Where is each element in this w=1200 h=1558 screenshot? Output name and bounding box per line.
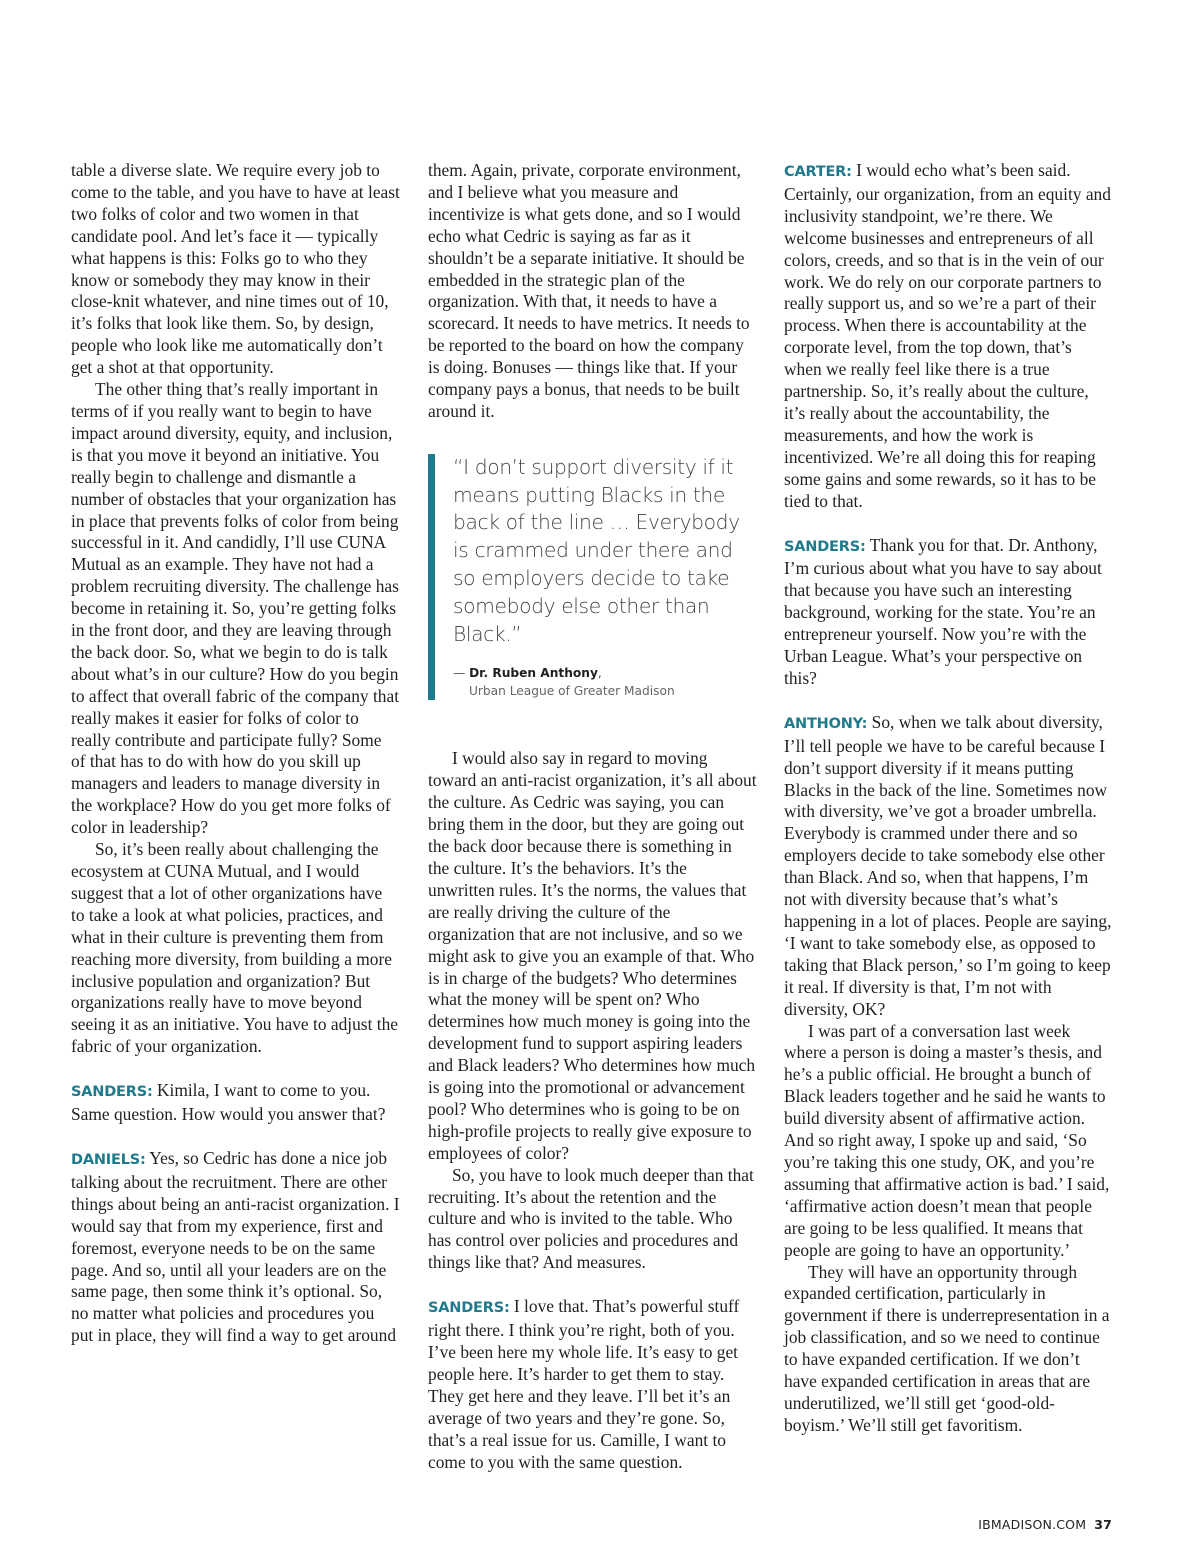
attribution-dash: — [453,666,466,681]
paragraph: So, it’s been really about challenging the ecosystem at CUNA Mutual, and I would suggest that a lot of other organizations have to take a look at what policies, practices, and what in their culture is preventing them from reaching more diversity, from building a more inclusive population and organization? But organizations really have to move beyond seeing it as an initiative. You have to adjust the fabric of your organization. [71,839,398,1057]
pull-quote-text: “I don’t support diversity if it means putting Blacks in the back of the line … Everybody is crammed under there and so employers decide to take somebody else other than Black.” [453,454,740,646]
speaker-paragraph [71,1080,400,1126]
speaker-name: SANDERS: [784,538,866,555]
speaker-text: Kimila, I want to come to you. Same question. How would you answer that? [71,1080,386,1125]
page-footer [978,1517,1112,1532]
speaker-paragraph [784,535,1113,690]
paragraph: They will have an opportunity through expanded certification, particularly in government if there is underrepresentation in a job classification, and so we need to continue to have expanded certification. If we don’t have expanded certification in areas that are underutilized, we’ll still get ‘good-old-boyism.’ We’ll still get favoritism. [784,1261,1110,1435]
speaker-paragraph [428,1296,757,1473]
paragraph: I would also say in regard to moving toward an anti-racist organization, it’s all about the culture. As Cedric was saying, you can bring them in the door, but they are going out the back door because there is something in the culture. It’s the behaviors. It’s the unwritten rules. It’s the norms, the values that are really driving the culture of the organization that are not inclusive, and so we might ask to give you an example of that. Who is in charge of the budgets? Who determines what the money will be spent on? Who determines how much money is going into the development fund to support aspiring leaders and Black leaders? Who determines how much is going into the promotional or advancement pool? Who determines who is going to be on high-profile projects to really give exposure to employees of color? [428,748,757,1163]
speaker-name: ANTHONY: [784,715,868,732]
speaker-name: CARTER: [784,164,852,180]
pull-quote [428,454,757,701]
paragraph: So, you have to look much deeper than that recruiting. It’s about the retention and the culture and who is invited to the table. Who has control over policies and procedures and things like that? And measures. [428,1164,754,1273]
attribution-name: Dr. Ruben Anthony [469,666,598,681]
page-number: 37 [1094,1517,1112,1532]
speaker-text: I would echo what’s been said. Certainly, our organization, from an equity and inclusivity standpoint, we’re there. We welcome businesses and entrepreneurs of all colors, creeds, and so that is in the vein of our work. We do rely on our corporate partners to really support us, and so we’re a part of their process. When there is accountability at the corporate level, from the top down, that’s when we really feel like there is a true partnership. So, it’s really about the culture, it’s really about the accountability, the measurements, and how the work is incentivized. We’re all doing this for reaping some gains and some rewards, so it has to be tied to that. [784,160,1111,511]
paragraph: them. Again, private, corporate environment, and I believe what you measure and incentivize is what gets done, and so I would echo what Cedric is saying as far as it shouldn’t be a separate initiative. It should be embedded in the strategic plan of the organization. With that, it needs to have a scorecard. It needs to have metrics. It needs to be reported to the board on how the company is doing. Bonuses — things like that. If your company pays a bonus, that needs to be built around it. [428,160,750,421]
attribution-comma: , [597,666,602,681]
attribution-organization: Urban League of Greater Madison [469,684,675,699]
pull-quote-attribution [453,664,757,700]
text-column-1 [71,160,400,1347]
speaker-text: Yes, so Cedric has done a nice job talking about the recruitment. There are other things about being an anti-racist organization. I would say that from my experience, first and foremost, everyone needs to be on the same page. And so, until all your leaders are on the same page, then some think it’s optional. So, no matter what policies and procedures you put in place, they will find a way to get around [71,1147,400,1346]
speaker-name: SANDERS: [71,1084,153,1101]
paragraph: I was part of a conversation last week where a person is doing a master’s thesis, and he’s a public official. He brought a bunch of Black leaders together and he said he wants to build diversity absent of affirmative action. And so right away, I spoke up and said, ‘So you’re taking this one study, OK, and you’re assuming that affirmative action is bad.’ I said, ‘affirmative action doesn’t mean that people are going to be less qualified. It means that people are going to have an opportunity.’ [784,1020,1110,1260]
speaker-paragraph [784,160,1113,513]
footer-site: IBMADISON.COM [978,1517,1087,1532]
speaker-text: So, when we talk about diversity, I’ll tell people we have to be careful because I don’t support diversity if it means putting Blacks in the back of the line. Sometimes now with diversity, we’ve got a broader umbrella. Everybody is crammed under there and so employers decide to take somebody else other than Black. And so, when that happens, I’m not with diversity because that’s what’s happening in a lot of places. People are saying, ‘I want to take somebody else, as opposed to taking that Black person,’ so I’m going to keep it real. If diversity is that, I’m not with diversity, OK? [784,711,1112,1019]
speaker-text: Thank you for that. Dr. Anthony, I’m curious about what you have to say about that because you have such an interesting background, working for the state. You’re an entrepreneur yourself. Now you’re with the Urban League. What’s your perspective on this? [784,534,1102,688]
paragraph: table a diverse slate. We require every job to come to the table, and you have to have at least two folks of color and two women in that candidate pool. And let’s face it — typically what happens is this: Folks go to who they know or somebody they may know in their close-knit whatever, and nine times out of 10, it’s folks that look like them. So, by design, people who look like me automatically don’t get a shot at that opportunity. [71,160,400,378]
text-column-3 [784,160,1113,1437]
speaker-paragraph [71,1148,400,1347]
speaker-name: SANDERS: [428,1300,510,1317]
speaker-text: I love that. That’s powerful stuff right there. I think you’re right, both of you. I’ve been here my whole life. It’s easy to get people here. It’s harder to get them to stay. They get here and they leave. I’ll bet it’s an average of two years and they’re gone. So, that’s a real issue for us. Camille, I want to come to you with the same question. [428,1296,740,1472]
speaker-name: DANIELS: [71,1151,146,1168]
paragraph: The other thing that’s really important in terms of if you really want to begin to have impact around diversity, equity, and inclusion, is that you move it beyond an initiative. You really begin to challenge and dismantle a number of obstacles that your organization has in place that prevents folks of color from being successful in it. And candidly, I’ll use CUNA Mutual as an example. They have not had a problem recruiting diversity. The challenge has become in retaining it. So, you’re getting folks in the front door, and they are leaving through the back door. So, what we begin to do is talk about what’s in our culture? How do you begin to affect that overall fabric of the company that really makes it easier for folks of color to really contribute and participate fully? Some of that has to do with how do you skill up managers and leaders to manage diversity in the workplace? How do you get more folks of color in leadership? [71,379,400,838]
text-column-2 [428,160,757,1473]
speaker-paragraph [784,712,1113,1021]
pull-quote-bar [428,454,435,701]
